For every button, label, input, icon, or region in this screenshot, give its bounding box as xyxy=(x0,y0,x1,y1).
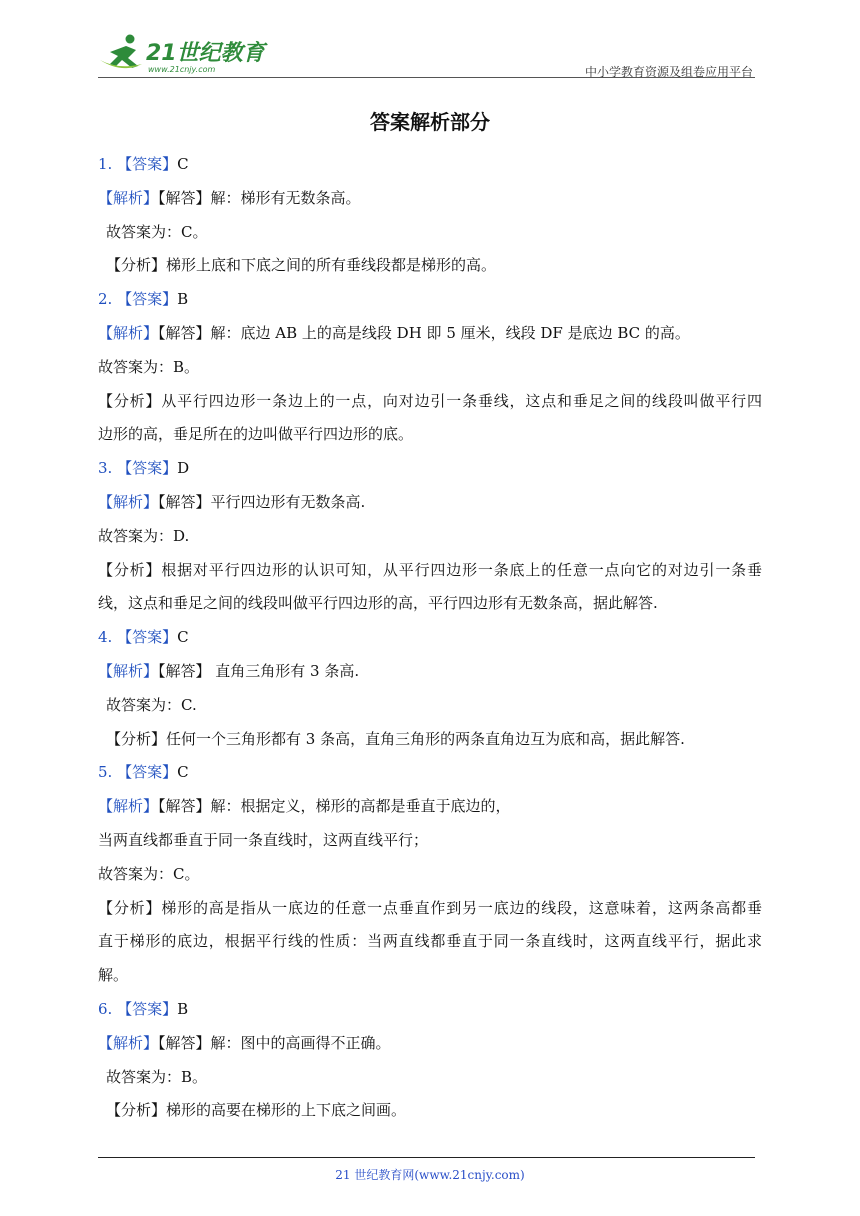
answer-line xyxy=(98,689,762,723)
answer-line xyxy=(98,587,762,621)
platform-name: 中小学教育资源及组卷应用平台 xyxy=(584,65,753,79)
header-divider xyxy=(98,77,755,78)
answer-tag: 2. 【答案】 xyxy=(98,290,178,309)
answer-list xyxy=(98,148,762,1128)
answer-line xyxy=(98,655,762,689)
answer-text: 【解答】解：图中的高画得不正确。 xyxy=(158,1033,391,1052)
answer-text: 【解答】解：底边 AB 上的高是线段 DH 即 5 厘米，线段 DF 是底边 BC 的高。 xyxy=(158,323,690,342)
logo-text: 21世纪教育 xyxy=(146,41,265,66)
answer-line xyxy=(98,554,762,588)
answer-item xyxy=(98,621,762,756)
answer-tag: 【解析】 xyxy=(98,797,159,816)
answer-tag: 4. 【答案】 xyxy=(98,628,178,647)
answer-text: 直于梯形的底边，根据平行线的性质：当两直线都垂直于同一条直线时，这两直线平行，据此求 xyxy=(98,932,762,951)
answer-text: 故答案为：B。 xyxy=(106,1067,208,1086)
answer-text: C xyxy=(177,155,189,173)
answer-text: 【解答】平行四边形有无数条高. xyxy=(158,492,366,511)
answer-line xyxy=(98,486,762,520)
answer-line xyxy=(98,892,762,926)
answer-line xyxy=(98,520,762,554)
answer-item xyxy=(98,452,762,621)
answer-line xyxy=(98,351,762,385)
answer-line xyxy=(98,723,762,757)
answer-line xyxy=(98,283,762,317)
answer-line xyxy=(98,993,762,1027)
answer-item xyxy=(98,756,762,993)
answer-tag: 【解析】 xyxy=(98,661,159,680)
answer-text: D xyxy=(177,459,190,478)
page-title: 答案解析部分 xyxy=(370,110,490,134)
answer-text: 故答案为：D. xyxy=(98,526,190,545)
answer-tag: 【解析】 xyxy=(98,492,159,511)
answer-line xyxy=(98,385,762,419)
answer-tag: 5. 【答案】 xyxy=(98,763,178,782)
answer-text: 解。 xyxy=(98,966,129,985)
answer-text: B xyxy=(177,290,189,309)
answer-text: C xyxy=(177,628,189,647)
answer-line xyxy=(98,1094,762,1128)
answer-text: 故答案为：C. xyxy=(106,695,197,714)
answer-line xyxy=(98,418,762,452)
answer-line xyxy=(98,790,762,824)
answer-text: 故答案为：C。 xyxy=(98,864,200,883)
answer-line xyxy=(98,148,762,182)
runner-icon xyxy=(100,35,142,69)
answer-line xyxy=(98,858,762,892)
answer-tag: 6. 【答案】 xyxy=(98,999,178,1018)
answer-text: 【分析】根据对平行四边形的认识可知，从平行四边形一条底上的任意一点向它的对边引一条垂 xyxy=(98,560,762,579)
answer-text: 【分析】梯形的高是指从一底边的任意一点垂直作到另一底边的线段，这意味着，这两条高都垂 xyxy=(98,898,762,917)
answer-line xyxy=(98,317,762,351)
answer-tag: 【解析】 xyxy=(98,323,159,342)
answer-line xyxy=(98,925,762,959)
answer-line xyxy=(98,182,762,216)
logo-url-text: www.21cnjy.com xyxy=(148,65,216,74)
answer-tag: 1. 【答案】 xyxy=(98,155,178,173)
answer-item xyxy=(98,283,762,452)
answer-tag: 3. 【答案】 xyxy=(98,459,178,478)
answer-line xyxy=(98,621,762,655)
answer-line xyxy=(98,216,762,250)
answer-tag: 【解析】 xyxy=(98,1033,159,1052)
answer-line xyxy=(98,824,762,858)
answer-text: 【分析】任何一个三角形都有 3 条高，直角三角形的两条直角边互为底和高，据此解答. xyxy=(106,729,685,748)
answer-text: 故答案为：C。 xyxy=(106,222,208,241)
answer-line xyxy=(98,959,762,993)
answer-text: 【解答】 直角三角形有 3 条高. xyxy=(158,661,360,680)
answer-text: 【解答】解：梯形有无数条高。 xyxy=(158,188,361,207)
answer-text: 故答案为：B。 xyxy=(98,357,200,376)
answer-text: 边形的高，垂足所在的边叫做平行四边形的底。 xyxy=(98,425,414,444)
site-logo xyxy=(98,30,268,76)
answer-text: B xyxy=(177,999,189,1018)
footer-divider xyxy=(98,1157,755,1158)
answer-text: 【分析】从平行四边形一条边上的一点，向对边引一条垂线，这点和垂足之间的线段叫做平行四 xyxy=(98,391,762,410)
page-header xyxy=(98,30,755,78)
answer-line xyxy=(98,249,762,283)
answer-line xyxy=(98,1061,762,1095)
answer-text: 线，这点和垂足之间的线段叫做平行四边形的高，平行四边形有无数条高，据此解答. xyxy=(98,594,658,613)
answer-text: 【分析】梯形的高要在梯形的上下底之间画。 xyxy=(106,1101,407,1120)
answer-item xyxy=(98,993,762,1128)
answer-line xyxy=(98,1027,762,1061)
answer-item xyxy=(98,148,762,283)
answer-text: 【解答】解：根据定义，梯形的高都是垂直于底边的， xyxy=(158,797,511,816)
answer-text: 当两直线都垂直于同一条直线时，这两直线平行； xyxy=(98,830,429,849)
footer-text[interactable]: 21 世纪教育网(www.21cnjy.com) xyxy=(335,1168,525,1182)
answer-tag: 【解析】 xyxy=(98,188,159,207)
answer-text: 【分析】梯形上底和下底之间的所有垂线段都是梯形的高。 xyxy=(106,256,497,275)
answer-line xyxy=(98,452,762,486)
answer-text: C xyxy=(177,763,189,782)
answer-line xyxy=(98,756,762,790)
